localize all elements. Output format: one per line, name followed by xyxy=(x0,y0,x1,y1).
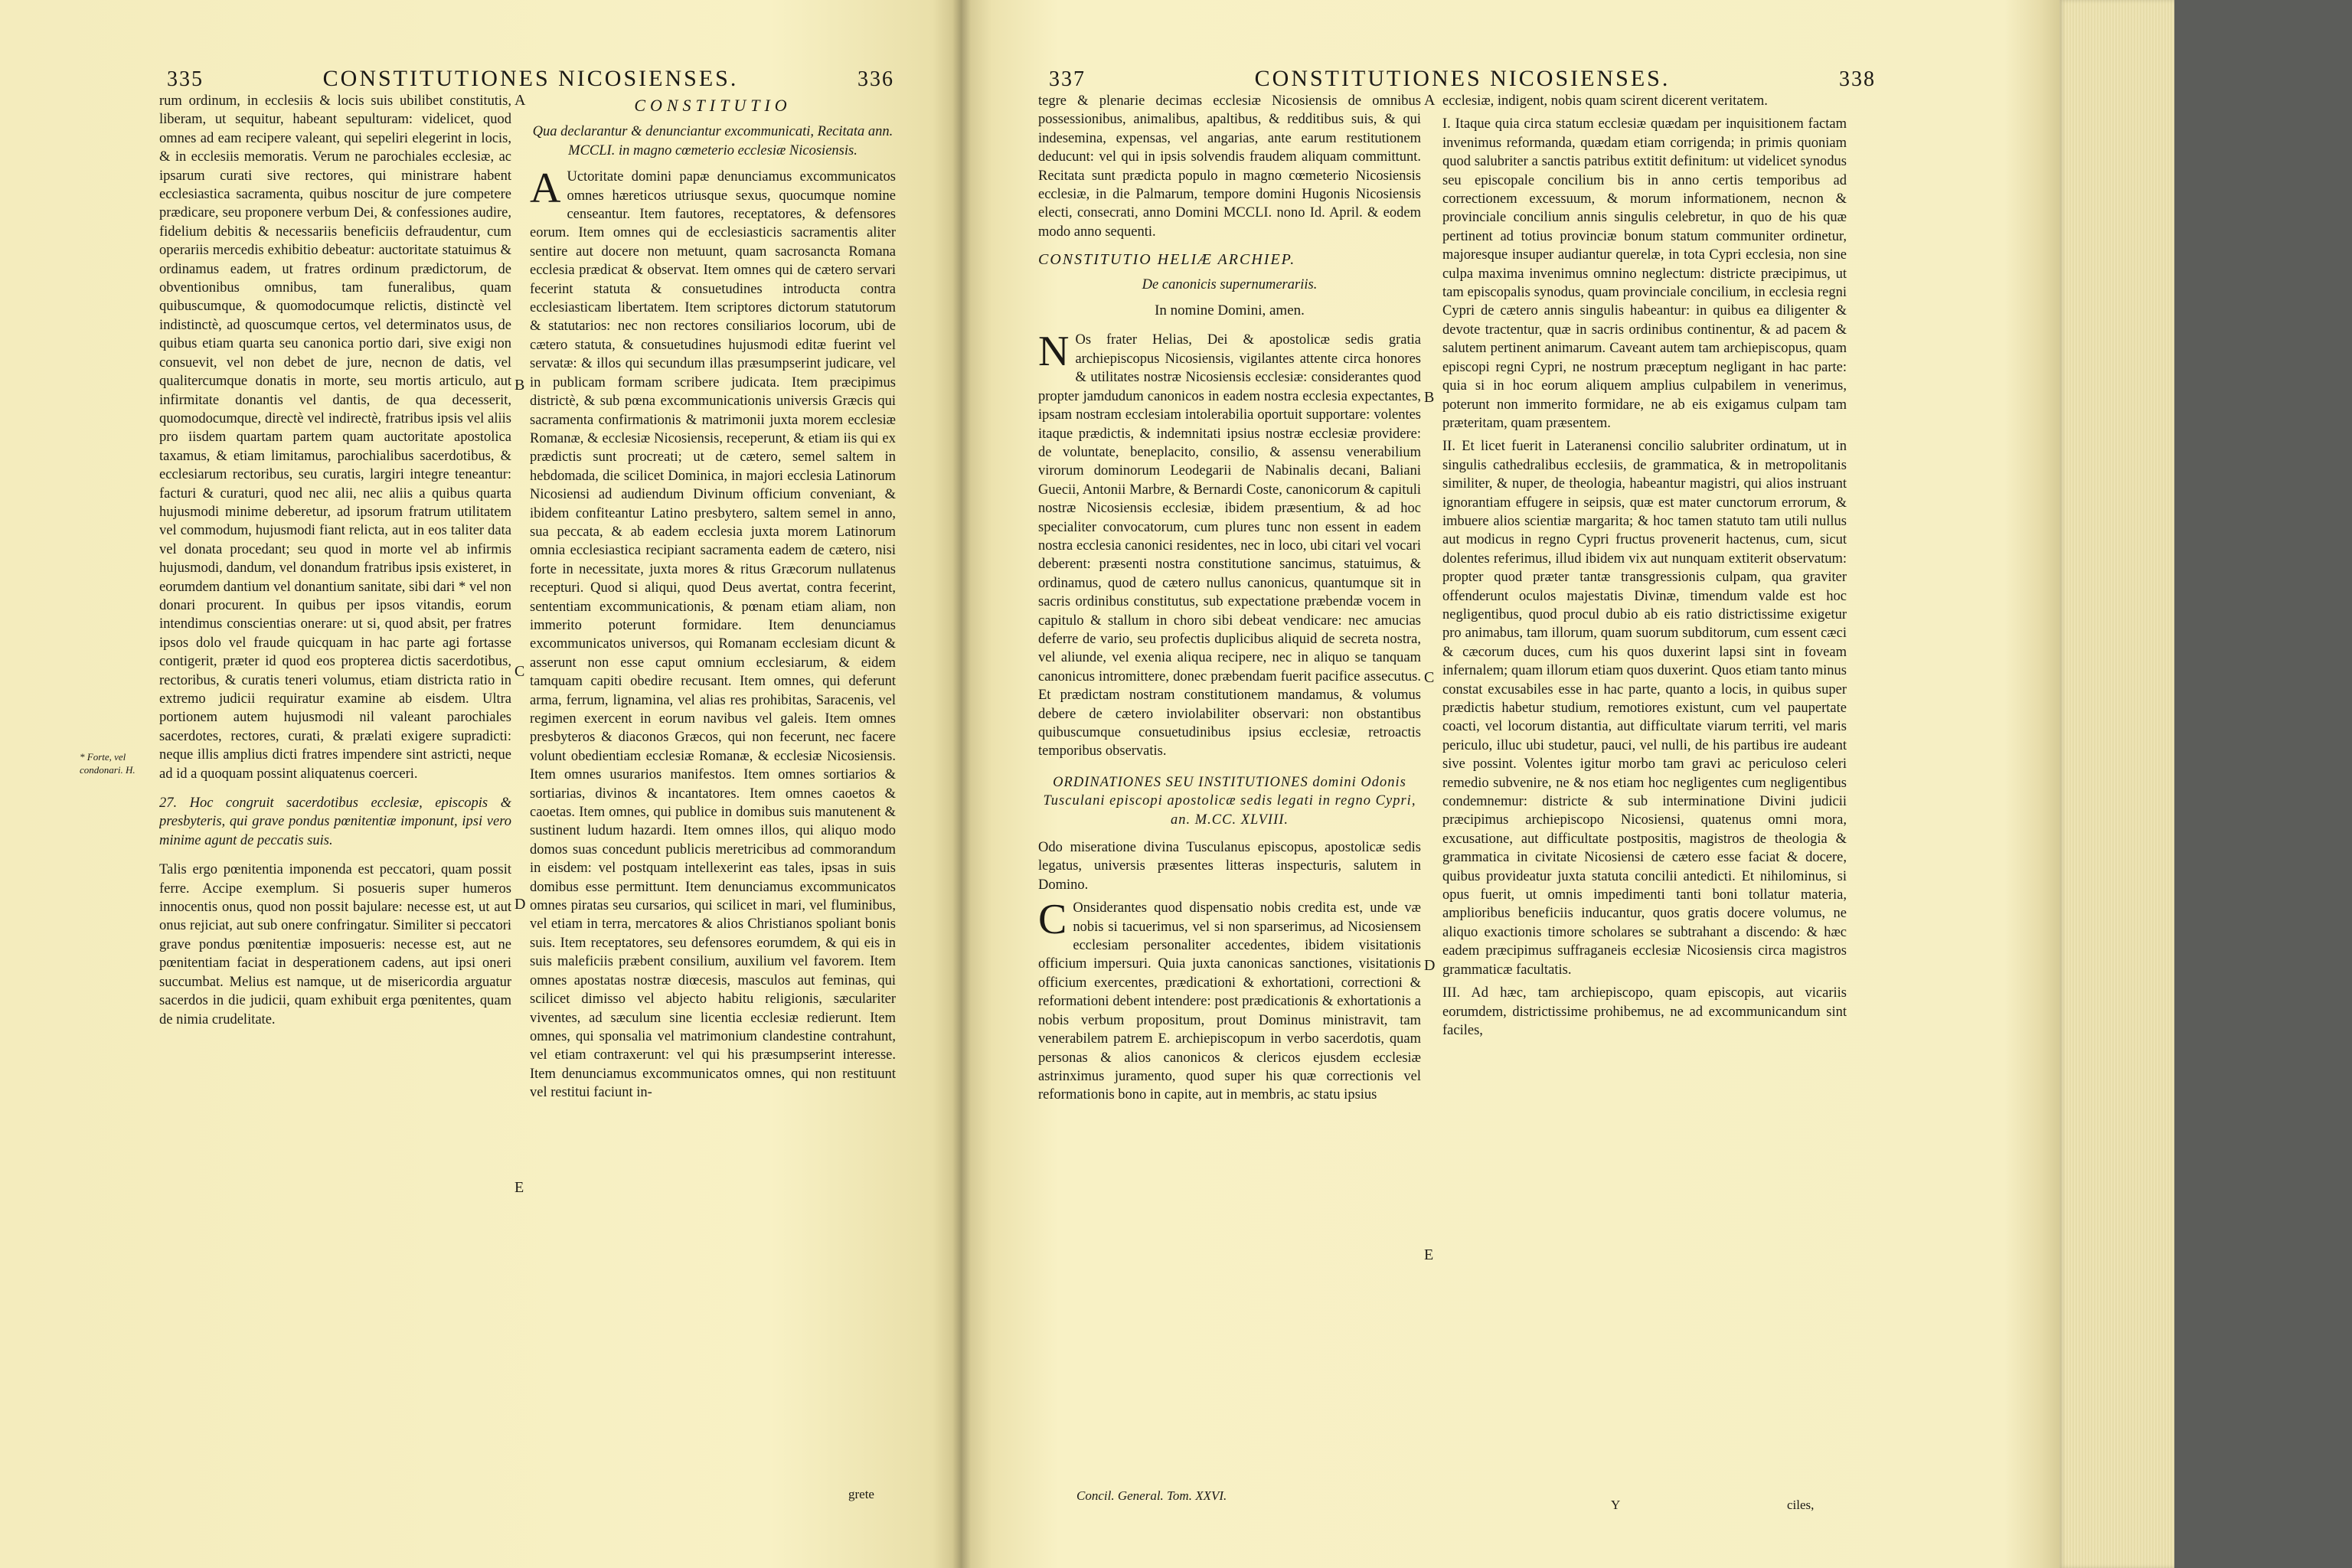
book-gutter xyxy=(952,0,971,1568)
body-text-opening: ecclesiæ, indigent, nobis quam scirent dicerent veritatem. xyxy=(1442,93,1768,109)
paragraph-i: I. Itaque quia circa statum ecclesiæ quædam per inquisitionem factam invenimus reformanda, quædam etiam corrigenda; in primis quoniam quod salubriter a sanctis patribus extitit definitum: ut videlicet synodus seu episcopale concilium bis in anno certis temporibus ad correctionem excessuum, & morum informationem, necnon & provinciale concilium annis singulis celebretur, in quo de his quæ pertinent ad totius provinciæ bonum statum communiter ordinetur, majoresque insuper audiantur querelæ, in tota Cypri ecclesia, non sine culpa maxima invenimus omnino neglectum: districte præcipimus, ut tam episcopalis synodus, quam provinciale concilium, in ecclesia regni Cypri de cætero annis singulis habeantur: in quibus ea diligenter & devote tractentur, quæ in sacris ordinibus continentur, & ad pacem & salutem pertinent animarum. Caveant autem tam archiepiscopus, quam episcopi regni Cypri, ne nostrum præceptum negligant in hac parte: quia si in hoc eorum aliquem amplius culpabilem in venerimus, poterunt non immerito formidare, ne ab eis exigamus culpam tam præteritam, quam præsentem. xyxy=(1442,116,1847,431)
dropcap-n: N xyxy=(1038,328,1070,376)
section-letter-d: D xyxy=(514,896,526,913)
catchword: ciles, xyxy=(1787,1498,1815,1512)
body-text: Onsiderantes quod dispensatio nobis credita est, unde væ nobis si tacuerimus, vel si non sparserimus, ad Nicosiensem ecclesiam personaliter accedentes, ibidem visitationis officium impersuri. Quia juxta canonicas sanctiones, visitationis officium exercentes, prædicationi & exhortationi, correctioni & reformationi debent intendere: post prædicationis & exhortationis a nobis verbum propositum, prout Dominus ministravit, tam venerabilem patrem E. archiepiscopum in verbo sacerdotis, quam personas & alios canonicos & clericos ejusdem ecclesiæ astrinximus juramento, quod super his quæ correctionis vel reformationis bono in capite, aut in membris, ac statu ipsius xyxy=(1038,900,1421,1103)
right-column-2 xyxy=(1442,92,1847,1485)
page-number-336: 336 xyxy=(858,67,894,91)
section-letter-b: B xyxy=(514,377,525,394)
left-page xyxy=(0,0,962,1568)
running-title: CONSTITUTIONES NICOSIENSES. xyxy=(1254,66,1671,91)
invocation: In nomine Domini, amen. xyxy=(1155,302,1305,319)
body-text: rum ordinum, in ecclesiis & locis suis ubilibet constitutis, liberam, ut sequitur, habeant sepulturam: videlicet, quod omnes ad eam recipere valeant, qui sepeliri elegerint in locis, & in ecclesiis memoratis. Verum ne parochiales ecclesiæ, ac ipsarum curati sive rectores, qui ministrare habent ecclesiastica sacramenta, quibus noscitur de jure competere prædicare, seu proponere verbum Dei, & confessiones audire, fidelium debitis & necessariis beneficiis defraudentur, cum operariis mercedis exhibitio debeatur: auctoritate statuimus & ordinamus eadem, ut fratres ordinum prædictorum, de obventionibus omnibus, tam funeralibus, quam quibuscumque, & quomodocumque relictis, distinctè vel indistinctè, ad quoscumque certos, vel determinatos usus, de quibus etiam quarta seu canonica portio dari, sive exigi non consuevit, vel non debet de jure, necnon de datis, vel qualitercumque donatis in morte, seu mortis articulo, aut infirmitate donantis vel dantis, de qua decesserit, quomodocumque, directè vel indirectè, fratribus ipsis vel aliis pro iisdem quartam partem quam auctoritate apostolica taxamus, & etiam limitamus, parochialibus sacerdotibus, & ecclesiarum rectoribus, seu curatis, largiri integre teneantur: facturi & curaturi, quod nec alii, nec aliis a quibus quarta hujusmodi minime deberetur, ad ipsorum fratrum utilitatem vel commodum, hujusmodi fiant relicta, aut in eos taliter data vel donata procedant; seu quod in morte vel ab infirmis hujusmodi, dandum, vel donandum fratribus ipsis existeret, in eorumdem dantium vel donantium sanitate, sibi dari * vel non donari procurent. In quibus per ipsos vitandis, eorum intendimus conscientias onerare: ut si, quod absit, per fratres ipsos dolo vel fraude quicquam in hac parte agi fortasse contigerit, præter id quod eos propterea dictis sacerdotibus, rectoribus, & curatis teneri volumus, etiam districta ratio in extremo judicii requiratur examine ab eisdem. Ultra portionem autem hujusmodi nil valeant parochiales sacerdotes, rectores, curati, & prælati exigere supradicti: neque illis amplius dicti fratres impendere sint astricti, neque ad id a quoquam possint aliquatenus coerceri. xyxy=(159,93,511,782)
section-letter-a: A xyxy=(514,92,526,109)
section-letter-e: E xyxy=(1424,1246,1434,1263)
section-letter-b: B xyxy=(1424,389,1435,406)
constitutio-heading: CONSTITUTIO xyxy=(634,96,792,115)
body-text-opening: tegre & plenarie decimas ecclesiæ Nicosiensis de omnibus possessionibus, animalibus, apaltibus, & redditibus suis, & qui indesemina, expensas, vel angarias, ante earum restitutionem deducunt: vel qui in ipsis solvendis fraudem aliquam committunt. Recitata sunt prædicta populo in magno cœmeterio Nicosiensis ecclesiæ, in die Palmarum, tempore domini Hugonis Nicosiensis electi, consecrati, anno Domini MCCLI. nono Id. April. & eodem modo anno sequenti. xyxy=(1038,93,1421,240)
section-letter-c: C xyxy=(514,663,525,680)
section-letter-c: C xyxy=(1424,669,1435,686)
greeting: Odo miseratione divina Tusculanus episcopus, apostolicæ sedis legatus, universis præsentes litteras inspecturis, salutem in Domino. xyxy=(1038,840,1421,893)
section-letter-a: A xyxy=(1424,92,1436,109)
body-text-closing: Talis ergo pœnitentia imponenda est peccatori, quam possit ferre. Accipe exemplum. Si posueris super humeros innocentis onus, quod non possit bajulare: necesse est, ut aut onus rejiciat, aut sub onere confringatur. Similiter si peccatori grave pondus pœnitentiæ imposueris: necesse est, aut ne pœnitentiam faciat in desperationem cadens, aut ipsi oneri succumbat. Melius est namque, ut de misericordia arguatur sacerdos in die judicii, quam exhibuit erga pœnitentes, quam de nimia crudelitate. xyxy=(159,862,511,1027)
ordinationes-heading: ORDINATIONES SEU INSTITUTIONES domini Odonis Tusculani episcopi apostolicæ sedis legati in regno Cypri, an. M.CC. XLVIII. xyxy=(1043,774,1416,828)
right-column-1 xyxy=(1038,92,1421,1485)
volume-footer: Concil. General. Tom. XXVI. xyxy=(1076,1488,1227,1503)
catchword: grete xyxy=(848,1487,874,1501)
running-title: CONSTITUTIONES NICOSIENSES. xyxy=(322,66,739,91)
constitutio-heliae-subhead: De canonicis supernumerariis. xyxy=(1142,276,1318,292)
paragraph-iii: III. Ad hæc, tam archiepiscopo, quam episcopis, aut vicariis eorumdem, districtissime prohibemus, ne ad excommunicandum sint faciles, xyxy=(1442,985,1847,1038)
page-edges xyxy=(2060,0,2174,1568)
page-number-337: 337 xyxy=(1049,67,1086,91)
rubric-27: 27. Hoc congruit sacerdotibus ecclesiæ, episcopis & presbyteris, qui grave pondus pœnitentiæ imponunt, ipsi vero minime agunt de peccatis suis. xyxy=(159,795,511,848)
page-number-335: 335 xyxy=(167,67,204,91)
dropcap-a: A xyxy=(530,165,561,213)
constitutio-heliae-heading: CONSTITUTIO HELIÆ ARCHIEP. xyxy=(1038,251,1296,269)
body-text: Uctoritate domini papæ denunciamus excommunicatos omnes hæreticos utriusque sexus, quocumque nomine censeantur. Item fautores, receptatores, & defensores eorum. Item omnes qui de ecclesiasticis sacramentis aliter sentire aut docere non metuunt, quam sacrosancta Romana ecclesia prædicat & observat. Item omnes qui de cætero servari fecerint statuta & consuetudines introducta contra ecclesiasticam libertatem. Item scriptores dictorum statutorum & statutarios: nec non rectores consiliarios locorum, ubi de cætero statuta, & consuetudines hujusmodi editæ fuerint vel servatæ: & illos qui secundum illas præsumpserint judicare, vel in publicam formam scribere judicata. Item præcipimus districtè, & sub pœna excommunicationis universis Græcis qui sacramenta confirmationis & matrimonii juxta morem ecclesiæ Romanæ, & ecclesiæ Nicosiensis, receperunt, & etiam iis qui ex prædictis sunt procreati; ut de cætero, semel saltem in hebdomada, die scilicet Dominica, in majori ecclesia Latinorum Nicosiensi ad audiendum Divinum officium conveniant, & ibidem confiteantur Latino presbytero, saltem semel in anno, sua peccata, & ab eadem ecclesia juxta morem Latinorum omnia ecclesiastica recipiant sacramenta eadem de cætero, nisi forte in necessitate, juxta mores & ritus Græcorum nullatenus recepturi. Quod si aliqui, quod Deus avertat, contra fecerint, sententiam excommunicationis, & pœnam etiam aliam, non immerito poterunt formidare. Item denunciamus excommunicatos universos, qui Romanam ecclesiam dicunt & asserunt non esse caput omnium ecclesiarum, & eidem tamquam capiti obedire recusant. Item omnes, qui deferunt arma, ferrum, lignamina, vel alias res prohibitas, Saracenis, vel regimen exercent in eorum navibus vel galeis. Item omnes presbyteros & diaconos Græcos, qui non fecerunt, nec facere volunt obedientiam ecclesiæ Romanæ, & ecclesiæ Nicosiensis. Item omnes usurarios manifestos. Item omnes sortiarios & sortiarias, divinos & incantatores. Item omnes caoetos & caoetas. Item omnes, qui publice in domibus suis manutenent & sustinent ludum hazardi. Item omnes illos, qui aliquo modo domos suas concedunt publicis meretricibus ad commorandum in eisdem: vel postquam intellexerint eas tales, ipsas in suis domibus esse permittunt. Item denunciamus excommunicatos omnes piratas seu cursarios, qui scilicet in mari, vel fluminibus, vel etiam in terra, mercatores & alios Christianos spoliant bonis suis. Item receptatores, seu defensores eorumdem, & qui eis in suis maleficiis præbent consilium, auxilium vel favorem. Item omnes apostatas nostræ diœcesis, masculos aut feminas, qui scilicet dimisso vel abjecto habitu religionis, sæculariter viventes, ad sæculum sine licentia ecclesiæ redierunt. Item omnes, qui sponsalia vel matrimonium clandestine contrahunt, vel etiam contraxerunt: vel qui his præsumpserint interesse. Item denunciamus excommunicatos omnes, qui non restituunt vel restitui faciunt in- xyxy=(530,169,896,1101)
body-text: Os frater Helias, Dei & apostolicæ sedis gratia archiepiscopus Nicosiensis, vigilantes attente circa honores & utilitates nostræ Nicosiensis ecclesiæ: considerantes quod propter jamdudum canonicos in eadem nostra ecclesia expectantes, ipsam nostram ecclesiam intolerabilia oportuit supportare: volentes itaque prædictis, & indemnitati ipsius nostræ ecclesiæ providere: de voluntate, beneplacito, consilio, & assensu venerabilium virorum dominorum Leodegarii de Nabinalis decani, Baliani Guecii, Antonii Marbre, & Bernardi Coste, canonicorum & capituli nostræ Nicosiensis ecclesiæ, ibidem præsentium, & ad hoc specialiter convocatorum, cum plures tunc non essent in eadem nostra ecclesia canonici residentes, nec in loco, ubi citari vel vocari deberent: præsenti nostra constitutione sancimus, statuimus, & ordinamus, quod de cætero nullus canonicus, quantumque sit in sacris ordinibus constitutus, sub expectatione præbendæ vocem in capitulo & stallum in choro sibi debeat vendicare: nec amucias deferre de vario, seu profectis duplicibus aliquid de secreta nostra, vel aliunde, vel exenia aliqua recipere, nec in aliquo se tanquam canonicus intromittere, donec præbendam fuerit pacifice assecutus. Et prædictam nostram constitutionem mandamus, & volumus debere de cætero inviolabiliter observari: non obstantibus quibuscumque consuetudinibus ipsius ecclesiæ, retroactis temporibus observatis. xyxy=(1038,332,1421,760)
signature-mark: Y xyxy=(1611,1498,1621,1512)
left-column-2 xyxy=(530,92,896,1494)
background-right xyxy=(2174,0,2352,1568)
page-number-338: 338 xyxy=(1839,67,1876,91)
right-page xyxy=(962,0,2174,1568)
dropcap-c: C xyxy=(1038,896,1067,944)
section-letter-e: E xyxy=(514,1179,524,1196)
side-note: * Forte, vel condonari. H. xyxy=(80,751,136,776)
left-column-1 xyxy=(159,92,511,1302)
constitutio-subhead: Qua declarantur & denunciantur excommunicati, Recitata ann. MCCLI. in magno cœmeterio ecclesiæ Nicosiensis. xyxy=(532,124,893,158)
paragraph-ii: II. Et licet fuerit in Lateranensi concilio salubriter ordinatum, ut in singulis cathedralibus ecclesiis, de grammatica, & in metropolitanis similiter, & nuper, de theologia, habeantur magistri, qui alios instruant ignorantiam effugere in seipsis, quæ est mater cunctorum errorum, & imbuere alios scientiæ margarita; & hoc tamen statuto tam utili nullus aut modicus in regno Cypri fructus provenerit hactenus, cum, sicut dolentes referimus, illud ibidem vix aut nunquam extiterit observatum: propter quod præter tantæ transgressionis culpam, qua graviter offenderunt oculos majestatis Divinæ, timendum valde est hoc negligentibus, quod procul dubio ab eis ratio districtissime exigetur pro animabus, tam illorum, quam suorum subditorum, cum essent cæci & cæcorum duces, cum his quos duxerint lapsi sint in foveam infernalem; quam illorum etiam quos duxerint. Quos etiam tanto minus constat excusabiles esse in hac parte, quanto a locis, in quibus super prædictis habetur studium, remotiores existunt, cum vel paupertate coacti, vel locorum distantia, aut difficultate viarum territi, vel maris periculo, illuc ubi studetur, pauci, vel nulli, de his partibus ire audeant sive possint. Volentes igitur morbo tam gravi ac periculoso celeri remedio subvenire, ne & nos etiam hoc negligentes cum negligentibus condemnemur: districte & sub interminatione Divini judicii præcipimus archiepiscopo Nicosiensi, quatenus omni mora, excusatione, aut difficultate postpositis, magistros de theologia & grammatica in civitate Nicosiensi de cætero esse faciat & docere, quibus provideatur juxta statuta concilii antedicti. Et nihilominus, si opus fuerit, ut omnis impedimenti tanti boni tollatur materia, amplioribus beneficiis inducantur, quos gratis docere volumus, ne aliquo exactionis timore scholares se subtrahant a discendo: & hæc eadem præcipimus suffraganeis ecclesiæ Nicosiensis circa magistros grammaticæ facultatis. xyxy=(1442,439,1847,978)
section-letter-d: D xyxy=(1424,957,1436,974)
